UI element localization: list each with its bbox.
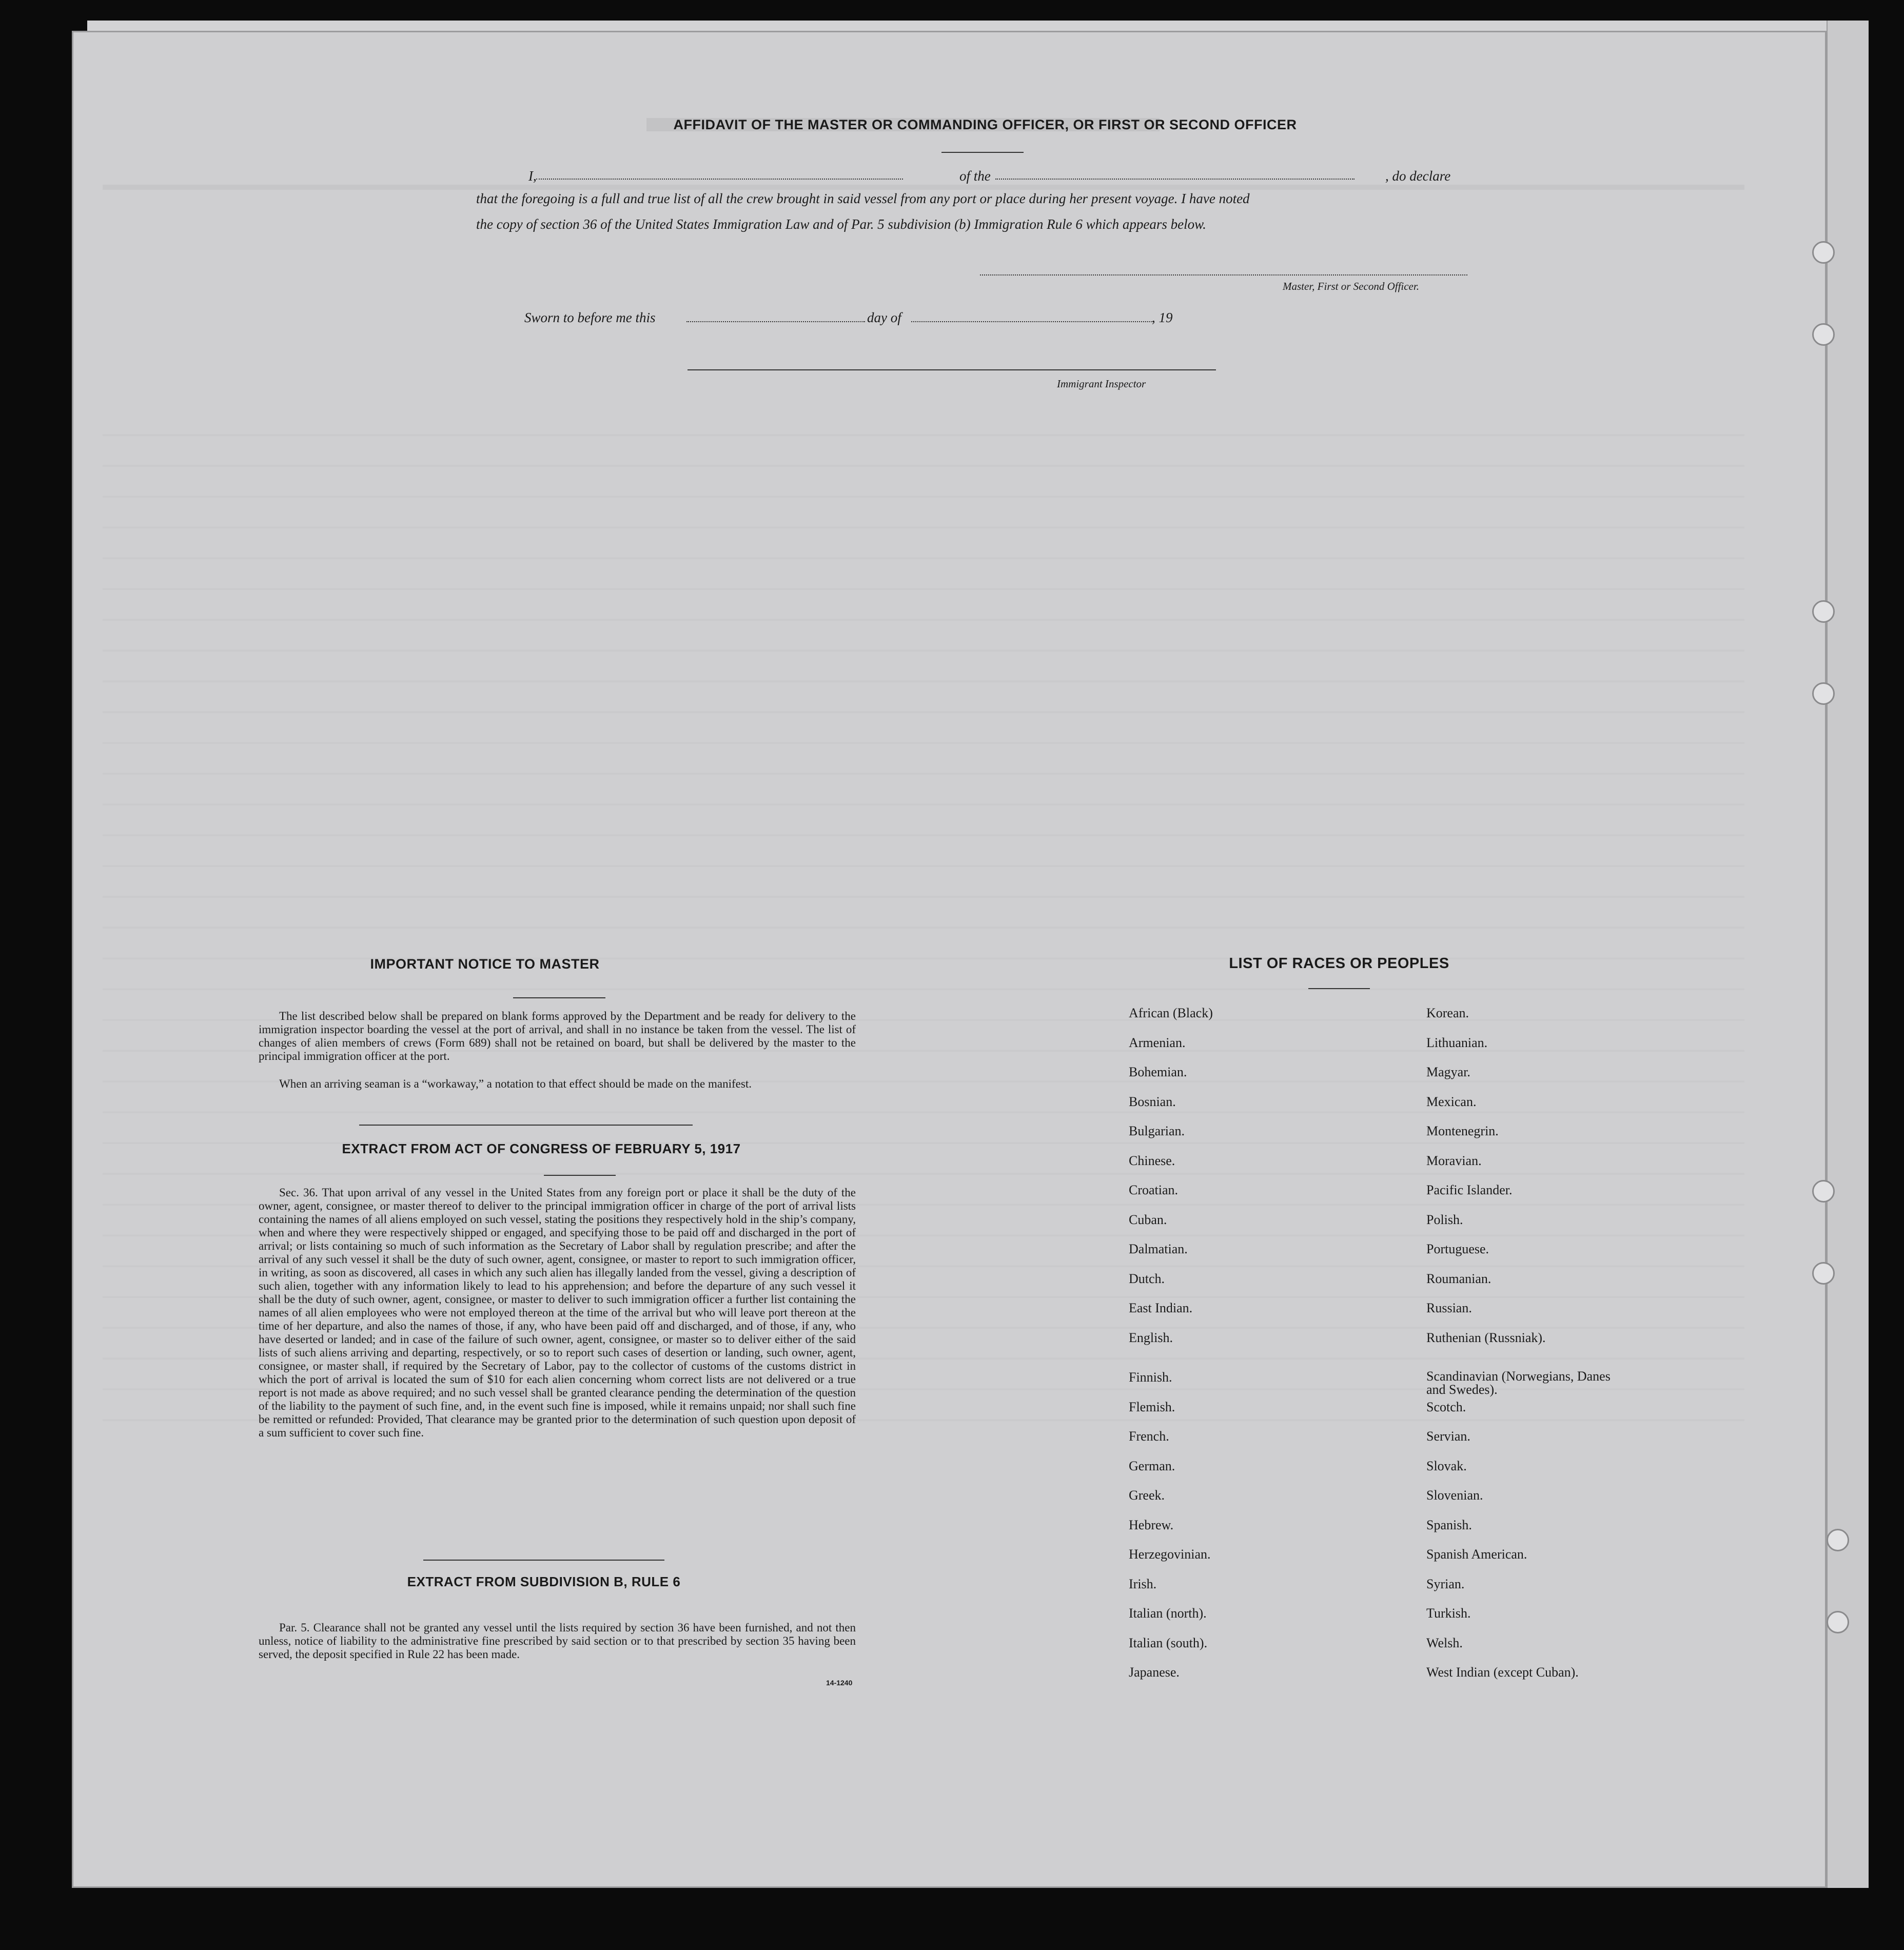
race-item: Syrian. [1426,1576,1465,1591]
race-item: Korean. [1426,1006,1469,1020]
race-item: Flemish. [1129,1399,1175,1414]
race-item: Scandinavian (Norwegians, Danes and Swedes). [1426,1369,1611,1397]
race-item: Lithuanian. [1426,1035,1488,1050]
race-item: Croatian. [1129,1183,1179,1197]
sworn-label: Sworn to before me this [524,310,656,325]
affidavit-line-3: the copy of section 36 of the United States Immigration Law and of Par. 5 subdivision (b) Immigration Rule 6 which appears below. [476,216,1206,232]
sworn-day-blank [686,321,865,322]
race-item: Moravian. [1426,1153,1482,1168]
race-item: Armenian. [1129,1035,1186,1050]
race-item: Pacific Islander. [1426,1183,1513,1197]
race-item: Slovak. [1426,1458,1467,1473]
race-item: English. [1129,1330,1173,1345]
race-item: Irish. [1129,1576,1157,1591]
race-item: Finnish. [1129,1370,1172,1385]
race-item: Spanish American. [1426,1547,1527,1562]
race-item: Hebrew. [1129,1517,1174,1532]
vessel-blank [995,179,1355,180]
race-item: Mexican. [1426,1094,1477,1109]
race-item: Cuban. [1129,1212,1167,1227]
punch-hole [1812,1180,1835,1203]
name-blank [536,179,903,180]
race-item: Italian (north). [1129,1606,1207,1621]
race-item: African (Black) [1129,1006,1213,1020]
race-item: German. [1129,1458,1175,1473]
race-item: Polish. [1426,1212,1463,1227]
rule-extract-title: EXTRACT FROM SUBDIVISION B, RULE 6 [407,1574,681,1589]
affidavit-line-2: that the foregoing is a full and true list of all the crew brought in said vessel from any port or place during her present voyage. I have noted [476,191,1250,206]
race-item: Italian (south). [1129,1635,1208,1650]
race-item: Turkish. [1426,1606,1471,1621]
rule-extract-rule [423,1560,664,1561]
act-extract-underline [544,1175,616,1176]
punch-hole [1812,241,1835,264]
race-item: Scotch. [1426,1399,1466,1414]
act-extract-title: EXTRACT FROM ACT OF CONGRESS OF FEBRUARY 5, 1917 [342,1141,741,1156]
race-item: Servian. [1426,1429,1470,1444]
notice-title: IMPORTANT NOTICE TO MASTER [370,956,600,972]
punch-hole [1827,1611,1849,1633]
sheet-edge [1827,21,1869,1888]
punch-hole [1812,600,1835,623]
race-item: French. [1129,1429,1169,1444]
race-item: Greek. [1129,1488,1165,1503]
act-extract-rule [359,1125,693,1126]
master-signature-label: Master, First or Second Officer. [1283,280,1419,292]
race-item: Slovenian. [1426,1488,1483,1503]
affidavit-title: AFFIDAVIT OF THE MASTER OR COMMANDING OFFICER, OR FIRST OR SECOND OFFICER [673,117,1297,132]
punch-hole [1827,1529,1849,1551]
rule-extract-text: Par. 5. Clearance shall not be granted any vessel until the lists required by section 36 have been furnished, and not then unless, notice of liability to the administrative fine prescribed by said section or to that prescribed by section 35 having been served, the deposit specified in Rule 22 has been made. [259,1621,856,1661]
races-underline [1308,988,1370,989]
race-item: Dalmatian. [1129,1242,1188,1256]
race-item: Spanish. [1426,1517,1472,1532]
race-item: Magyar. [1426,1065,1470,1079]
race-item: Bulgarian. [1129,1124,1185,1138]
notice-para-1: The list described below shall be prepared on blank forms approved by the Department and be ready for delivery to the immigration inspector boarding the vessel at the port of arrival, and shall in no instance be taken from the vessel. The list of changes of alien members of crews (Form 689) shall not be retained on board, but shall be delivered by the master to the principal immigration officer at the port. [259,1010,856,1062]
punch-hole [1812,682,1835,705]
race-item: Roumanian. [1426,1271,1491,1286]
document-page [72,31,1827,1888]
inspector-signature-line [688,369,1216,370]
i-label: I, [528,168,537,184]
race-item: Bosnian. [1129,1094,1176,1109]
inspector-label: Immigrant Inspector [1057,378,1146,390]
notice-para-2: When an arriving seaman is a “workaway,” a notation to that effect should be made on the manifest. [279,1077,752,1090]
master-signature-blank [980,274,1467,275]
punch-hole [1812,323,1835,346]
title-underline [941,152,1024,153]
declare-label: , do declare [1385,168,1451,184]
year-label: , 19 [1152,310,1173,325]
race-item: Portuguese. [1426,1242,1489,1256]
race-item: Japanese. [1129,1665,1180,1680]
day-of-label: day of [867,310,901,325]
bleed-through-rule [103,185,1744,190]
notice-underline [513,997,605,998]
act-section-36-text: Sec. 36. That upon arrival of any vessel in the United States from any foreign port or place it shall be the duty of the owner, agent, consignee, or master thereof to deliver to the principal immigration officer in charge of the port of arrival lists containing the names of all aliens employed on such vessel, stating the positions they respectively hold in the ship’s company, when and where they were respectively shipped or engaged, and specifying those to be paid off and discharged in the port of arrival; or lists containing so much of such information as the Secretary of Labor shall by regulation prescribe; and after the arrival of any such vessel it shall be the duty of such owner, agent, consignee, or master to report to such immigration officer, in writing, as soon as discovered, all cases in which any such alien has illegally landed from the vessel, giving a description of such alien, together with any information likely to lead to his apprehension; and before the departure of any such vessel it shall be the duty of such owner, agent, consignee, or master to deliver to such immigration officer a further list containing the names of all alien employees who were not employed thereon at the time of the arrival but who will leave port thereon at the time of her departure, and also the names of those, if any, who have been paid off and discharged, and of those, if any, who have deserted or landed; and in case of the failure of such owner, agent, consignee, or master so to deliver either of the said lists of such aliens arriving and departing, respectively, or so to report such cases of desertion or landing, such owner, agent, consignee, or master shall, if required by the Secretary of Labor, pay to the collector of customs of the customs district in which the port of arrival is located the sum of $10 for each alien concerning whom correct lists are not delivered or a true report is not made as above required; and no such vessel shall be granted clearance pending the determination of the question of the liability to the payment of such fine, and, in the event such fine is imposed, while it remains unpaid; nor shall such fine be remitted or refunded: Provided, That clearance may be granted prior to the determination of such question upon deposit of a sum sufficient to cover such fine. [259,1186,856,1439]
race-item: Russian. [1426,1301,1472,1315]
sworn-month-blank [911,321,1152,322]
race-item: Bohemian. [1129,1065,1187,1079]
race-item: Montenegrin. [1426,1124,1499,1138]
form-number: 14-1240 [826,1679,853,1687]
of-the-label: of the [959,168,991,184]
races-title: LIST OF RACES OR PEOPLES [1229,955,1449,972]
race-item: Chinese. [1129,1153,1175,1168]
race-item: East Indian. [1129,1301,1193,1315]
punch-hole [1812,1262,1835,1285]
race-item: Welsh. [1426,1635,1463,1650]
race-item: Dutch. [1129,1271,1165,1286]
race-item: Ruthenian (Russniak). [1426,1330,1546,1345]
race-item: West Indian (except Cuban). [1426,1665,1579,1680]
race-item: Herzegovinian. [1129,1547,1211,1562]
